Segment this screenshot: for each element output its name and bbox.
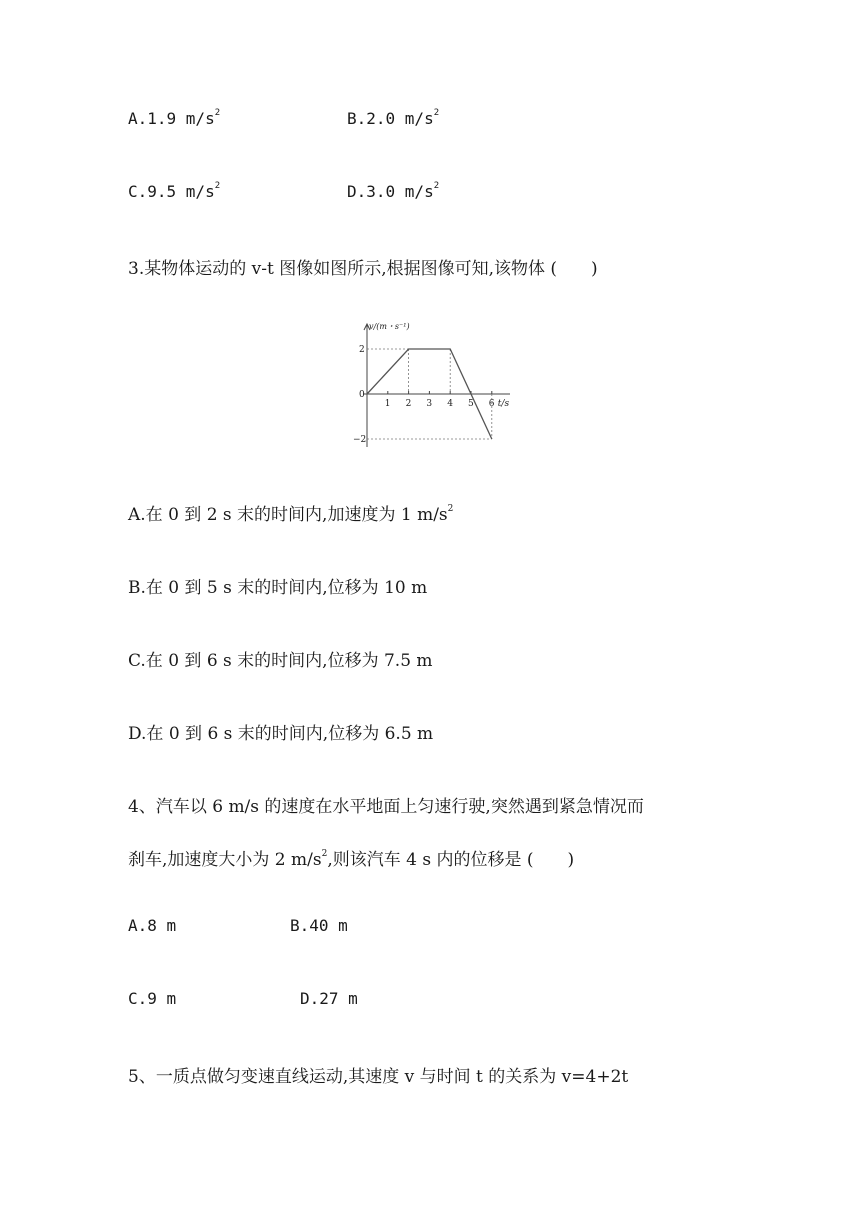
q2-option-b-exp: 2 bbox=[433, 108, 440, 118]
q4-line-1: 4、汽车以 6 m/s 的速度在水平地面上匀速行驶,突然遇到紧急情况而 bbox=[128, 797, 644, 817]
graph-axes bbox=[363, 324, 510, 447]
x-tick-label-1: 1 bbox=[384, 399, 391, 409]
q2-option-a bbox=[128, 108, 220, 128]
q2-option-a-exp: 2 bbox=[214, 108, 221, 118]
q3-option-a bbox=[128, 500, 453, 525]
x-tick-label-5: 5 bbox=[468, 399, 474, 409]
q5-line-1: 5、一质点做匀变速直线运动,其速度 v 与时间 t 的关系为 v=4+2t bbox=[128, 1067, 629, 1087]
q3-option-c: C.在 0 到 6 s 末的时间内,位移为 7.5 m bbox=[128, 651, 433, 671]
q4-option-c: C.9 m bbox=[128, 989, 177, 1008]
q4-line-2-exp: 2 bbox=[321, 849, 328, 859]
q2-option-c-text: C.9.5 m/s bbox=[128, 182, 215, 201]
x-axis-label: t/s bbox=[497, 399, 510, 409]
q2-option-c-exp: 2 bbox=[214, 181, 221, 191]
q4-option-d: D.27 m bbox=[300, 989, 358, 1008]
q2-option-d-text: D.3.0 m/s bbox=[347, 182, 434, 201]
q2-option-d-exp: 2 bbox=[433, 181, 440, 191]
q2-option-b-text: B.2.0 m/s bbox=[347, 109, 434, 128]
q4-line-2-a: 刹车,加速度大小为 2 m/s bbox=[128, 850, 322, 870]
q3-option-a-text: A.在 0 到 2 s 末的时间内,加速度为 1 m/s bbox=[128, 505, 448, 525]
x-tick-label-2: 2 bbox=[405, 399, 412, 409]
x-tick-label-3: 3 bbox=[426, 399, 433, 409]
y-axis-label: v/(m・s⁻¹) bbox=[369, 322, 410, 331]
vt-graph bbox=[340, 315, 510, 453]
q3-option-b: B.在 0 到 5 s 末的时间内,位移为 10 m bbox=[128, 578, 428, 598]
q2-option-d bbox=[347, 181, 439, 201]
q3-option-d: D.在 0 到 6 s 末的时间内,位移为 6.5 m bbox=[128, 724, 434, 744]
q2-option-b bbox=[347, 108, 439, 128]
q2-option-c bbox=[128, 181, 220, 201]
q3-option-a-exp: 2 bbox=[447, 504, 454, 514]
q4-line-2 bbox=[128, 845, 574, 870]
q4-option-a: A.8 m bbox=[128, 916, 177, 935]
y-tick-label-1: 0 bbox=[359, 390, 365, 400]
q2-option-a-text: A.1.9 m/s bbox=[128, 109, 215, 128]
y-tick-label-0: 2 bbox=[359, 345, 365, 355]
q3-stem: 3.某物体运动的 v-t 图像如图所示,根据图像可知,该物体 ( ) bbox=[128, 259, 598, 279]
q4-line-2-b: ,则该汽车 4 s 内的位移是 ( ) bbox=[327, 850, 575, 870]
x-tick-label-6: 6 bbox=[488, 399, 495, 409]
q4-option-b: B.40 m bbox=[290, 916, 348, 935]
x-tick-label-4: 4 bbox=[447, 399, 453, 409]
y-tick-label-2: −2 bbox=[353, 435, 367, 445]
